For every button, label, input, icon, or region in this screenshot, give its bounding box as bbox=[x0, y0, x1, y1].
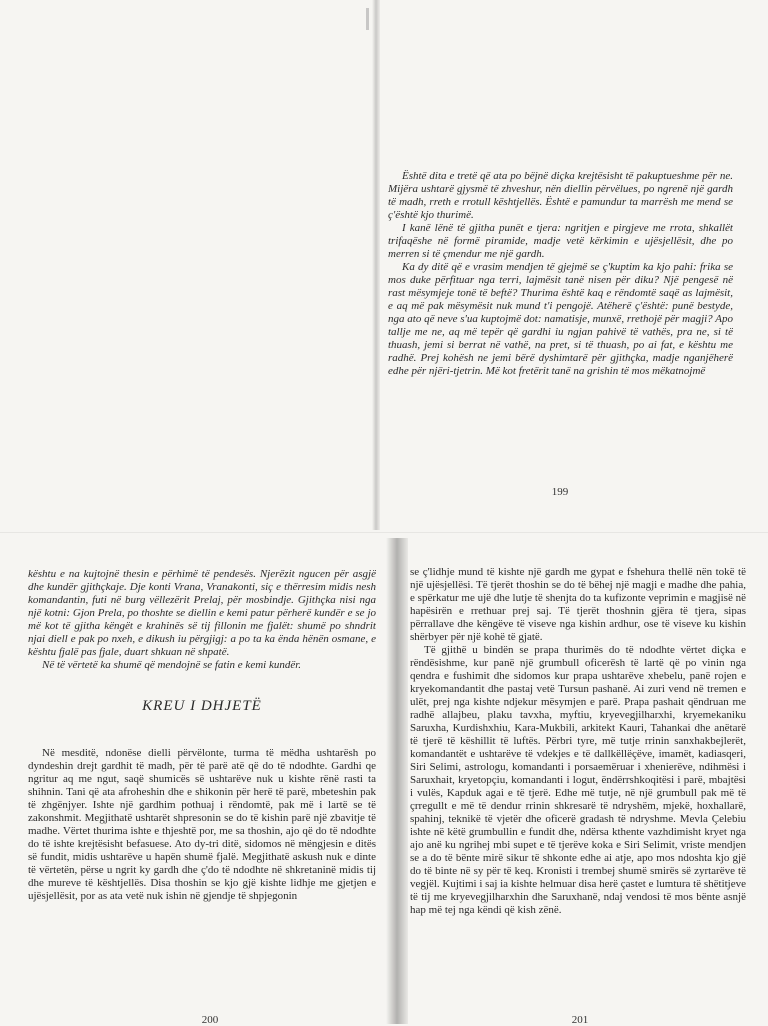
paragraph: Në mesditë, ndonëse dielli përvëlonte, turma të mëdha ushtarësh po dyndeshin drejt gardhit të madh, për të parë atë që do të ndodhte. Gardhi qe ngritur aq me ngut, saqë shumicës së ushtarëve nuk u kishte rënë rasti ta shihnin. Tani që ata afroheshin dhe e shikonin për herë të parë, mbeteshin pak të zhgënjyer. Ishte një gardhim pothuaj i rëndomtë, pak më i lartë se të zakonshmit. Megjithatë ushtarët shpresonin se do të kishin parë një zbavitje të madhe. Vërtet thurima ishte e thjeshtë por, me sa thoshin, ajo që do të ndodhte do të ishte krejtësisht befasuese. Ato dy-tri ditë, sidomos në mëngjesin e ditës së fundit, midis ushtarëve u hapën shumë fjalë. Megjithatë askush nuk e dinte të vërtetën, përse u ngrit ky gardh dhe ç'do të ndodhte në shkretaninë midis tij dhe mureve të kështjellës. Disa thoshin se kjo gjë kishte lidhje me gjetjen e ujësjellësit, por as ata vetë nuk ishin në gjendje të shpjegonin bbox=[28, 747, 376, 902]
paragraph: kështu e na kujtojnë thesin e përhimë të pendesës. Njerëzit ngucen për asgjë dhe kundër gjithçkaje. Dje konti Vrana, Vranakonti, siç e thërresim midis nesh komandantin, futi në burg vëllezërit Prelaj, për mosbindje. Gjithçka nisi nga një kotni: Gjon Prela, po thoshte se diellin e kemi patur përherë kundër e se jo më kot të gjitha këngët e krahinës së tij fillonin me fjalët: shumë po shndrit njai diell e pak po nxeh, e dikush iu përgjigj: a po ta ka ënda hënën osmane, e kështu fjalë pas fjale, duart shkuan në shpatë. bbox=[28, 568, 376, 658]
paragraph: se ç'lidhje mund të kishte një gardh me gypat e fshehura thellë nën tokë të një ujësjellësi. Të tjerët thoshin se do të bëhej një magji e madhe dhe pahia, e spërkatur me ujë dhe lutje të shenjta do ta kufizonte veprimin e magjisë në hapësirën e rrethuar prej saj. Të tjerët thoshnin gjëra të tjera, sipas përrallave dhe këngëve të viseve nga kishin ardhur, ose të viseve ku kishin shërbyer për një kohë të gjatë. bbox=[410, 566, 746, 643]
page-number: 199 bbox=[551, 486, 569, 498]
scan-page-divider bbox=[0, 532, 768, 533]
page-200-text bbox=[28, 568, 376, 903]
page-number: 201 bbox=[571, 1014, 589, 1026]
page-201 bbox=[410, 566, 746, 1024]
paragraph: Në të vërtetë ka shumë që mendojnë se fatin e kemi kundër. bbox=[42, 659, 302, 671]
page-201-text bbox=[410, 566, 746, 917]
paragraph: Ka dy ditë që e vrasim mendjen të gjejmë se ç'kuptim ka kjo pahi: frika se mos duke përfituar nga terri, lajmësit tanë nisen për diku? Një pengesë në rast mësymjeje tonë të beftë? Thurima është kaq e rëndomtë saqë as lajmësit, e aq më pak mësymësit nuk mund t'i pengojë. Atëherë ç'është: punë bestyde, nga ato që neve s'ua kuptojmë dot: namatisje, munxë, rrethojë për magji? Apo tallje me ne, aq më tepër që gardhi iu ngjan pahivë të vathës, pra ne, si të thuash, jemi si berrat në vathë, na pret, si të thuash, po ai fat, e kështu me radhë. Prej kohësh ne jemi bërë dyshimtarë për gjithçka, madje nganjëherë edhe për njëri-tjetrin. Më kot fretërit tanë na grishin të mos mëkatnojmë bbox=[388, 261, 733, 377]
page-200 bbox=[28, 568, 376, 1024]
scan-mark bbox=[366, 8, 369, 30]
book-gutter-shadow-top bbox=[372, 0, 380, 530]
paragraph: Të gjithë u bindën se prapa thurimës do të ndodhte vërtet diçka e rëndësishme, kur panë një grumbull oficerësh të lartë që po vinin nga qendra e fushimit dhe sidomos kur prapa ushtarëve xhebelu, panë rojen e kryekomandantit dhe pastaj vetë Tursun pashanë. Ai zuri vend në tremen e ulët, prej nga kishte ndjekur mësymjen e parë. Prapa pashait qëndruan me radhë allajbeu, plaku tavxha, myftiu, kryevegjilharxhi, kryemekaniku Saruxha, Kurdishxhiu, Kara-Mukbili, arkitekt Kauri, Tahankai dhe anëtarë të tjerë të këshillit të luftës. Përbri tyre, më tutje rrinin sanxhakbejlerët, komandantët e ushtarëve të vdekjes e të dallkëllëçëve, imamët, kadiasqeri, Siri Selimi, astrologu, komandanti i porsaemëruar i xhenierëve, ndihmësi i Saruxhait, kryetopçiu, komandanti i logut, ëndërrshkoqitësi i parë, mbajtësi i vulës, Kapduk agai e të tjerë. Edhe më tutje, në një grumbull pak më të çrregullt e më të dendur rrinin shkresarë të ndryshëm, mjekë, hoxhallarë, spahinj, teknikë të vjetër dhe oficerë gradash të ndryshme. Mevla Çelebiu ishte në këtë grumbullin e fundit dhe, ndërsa kthente vazhdimisht kryet nga ajo anë ku ngrihej mbi supet e të tjerëve koka e Siri Selimit, vriste mendjen se a do të bënte mirë sikur të shkonte edhe ai atje, apo mos ndoshta kjo gjë do të binte në sy për të keq. Kronisti i trembej shumë smirës së zyrtarëve të vegjël. Kujtimi i saj ia kishte helmuar disa herë çastet e lumtura të shëtitjeve të tij me kryevegjilharxhin dhe Saruxhanë, ndaj vendosi të mos bënte asnjë hap më tej nga këndi që kish zënë. bbox=[410, 644, 746, 916]
page-number: 200 bbox=[201, 1014, 219, 1026]
paragraph: I kanë lënë të gjitha punët e tjera: ngritjen e pirgjeve me rrota, shkallët trifaqëshe në formë piramide, madje vetë kërkimin e ujësjellësit, dhe po merren si të çmendur me një gardh. bbox=[388, 222, 733, 260]
page-199-text bbox=[388, 170, 733, 378]
book-gutter-shadow-bottom bbox=[386, 538, 408, 1024]
page-199 bbox=[388, 170, 733, 520]
chapter-title: KREU I DHJETË bbox=[142, 698, 262, 714]
paragraph: Është dita e tretë që ata po bëjnë diçka krejtësisht të pakuptueshme për ne. Mijëra ushtarë gjysmë të zhveshur, nën diellin përvëlues, po ngrenë një gardh të madh, rreth e rrotull kështjellës. Është e pamundur ta marrësh me mend se ç'është kjo thurimë. bbox=[388, 170, 733, 221]
